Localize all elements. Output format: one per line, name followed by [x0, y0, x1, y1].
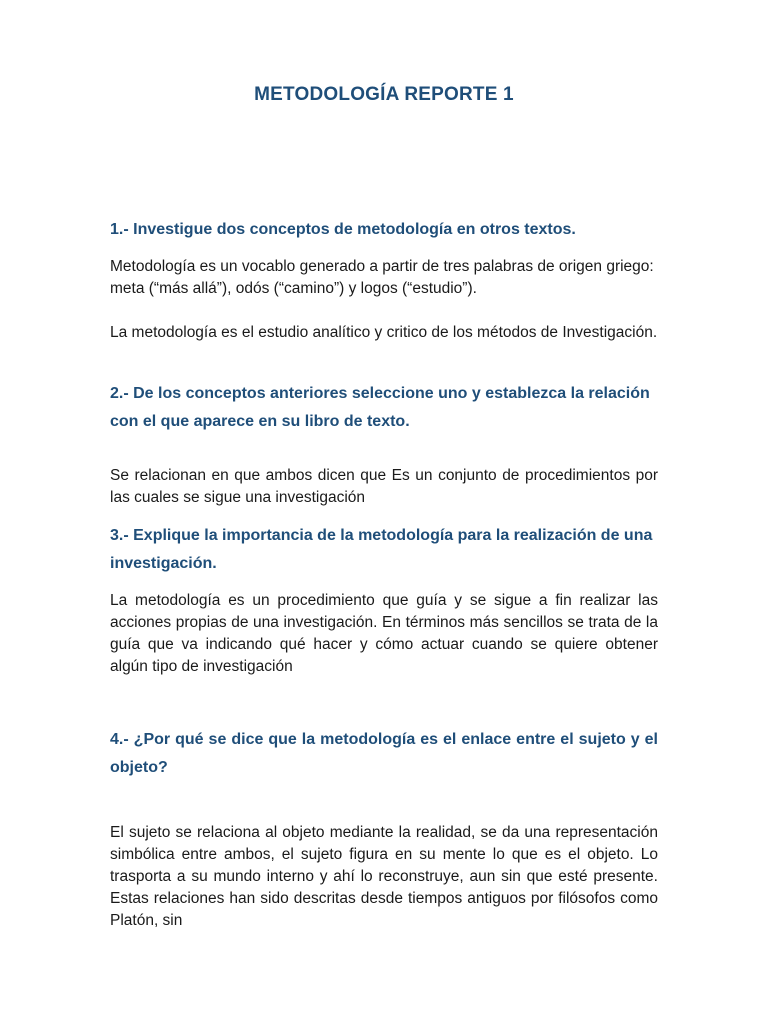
section-1-heading: 1.- Investigue dos conceptos de metodología en otros textos.	[110, 221, 576, 238]
section-2-heading: 2.- De los conceptos anteriores seleccione uno y establezca la relación con el que aparece en su libro de texto.	[110, 385, 650, 430]
section-2-paragraph-1: Se relacionan en que ambos dicen que Es un conjunto de procedimientos por las cuales se sigue una investigación	[110, 467, 658, 506]
section-4-paragraph-1: El sujeto se relaciona al objeto mediante la realidad, se da una representación simbólica entre ambos, el sujeto figura en su mente lo que es el objeto. Lo trasporta a su mundo interno y ahí lo reconstruye, aun sin que esté presente. Estas relaciones han sido descritas desde tiempos antiguos por filósofos como Platón, sin	[110, 824, 658, 929]
section-4-heading: 4.- ¿Por qué se dice que la metodología es el enlace entre el sujeto y el objeto?	[110, 731, 658, 776]
section-3-paragraph-1: La metodología es un procedimiento que guía y se sigue a fin realizar las acciones propias de una investigación. En términos más sencillos se trata de la guía que va indicando qué hacer y cómo actuar cuando se quiere obtener algún tipo de investigación	[110, 592, 658, 675]
section-3-heading: 3.- Explique la importancia de la metodología para la realización de una investigación.	[110, 527, 653, 572]
document-title: METODOLOGÍA REPORTE 1	[254, 84, 514, 105]
section-1-paragraph-2: La metodología es el estudio analítico y critico de los métodos de Investigación.	[110, 324, 658, 341]
section-1-paragraph-1: Metodología es un vocablo generado a partir de tres palabras de origen griego: meta (“más allá”), odós (“camino”) y logos (“estudio”).	[110, 258, 654, 297]
